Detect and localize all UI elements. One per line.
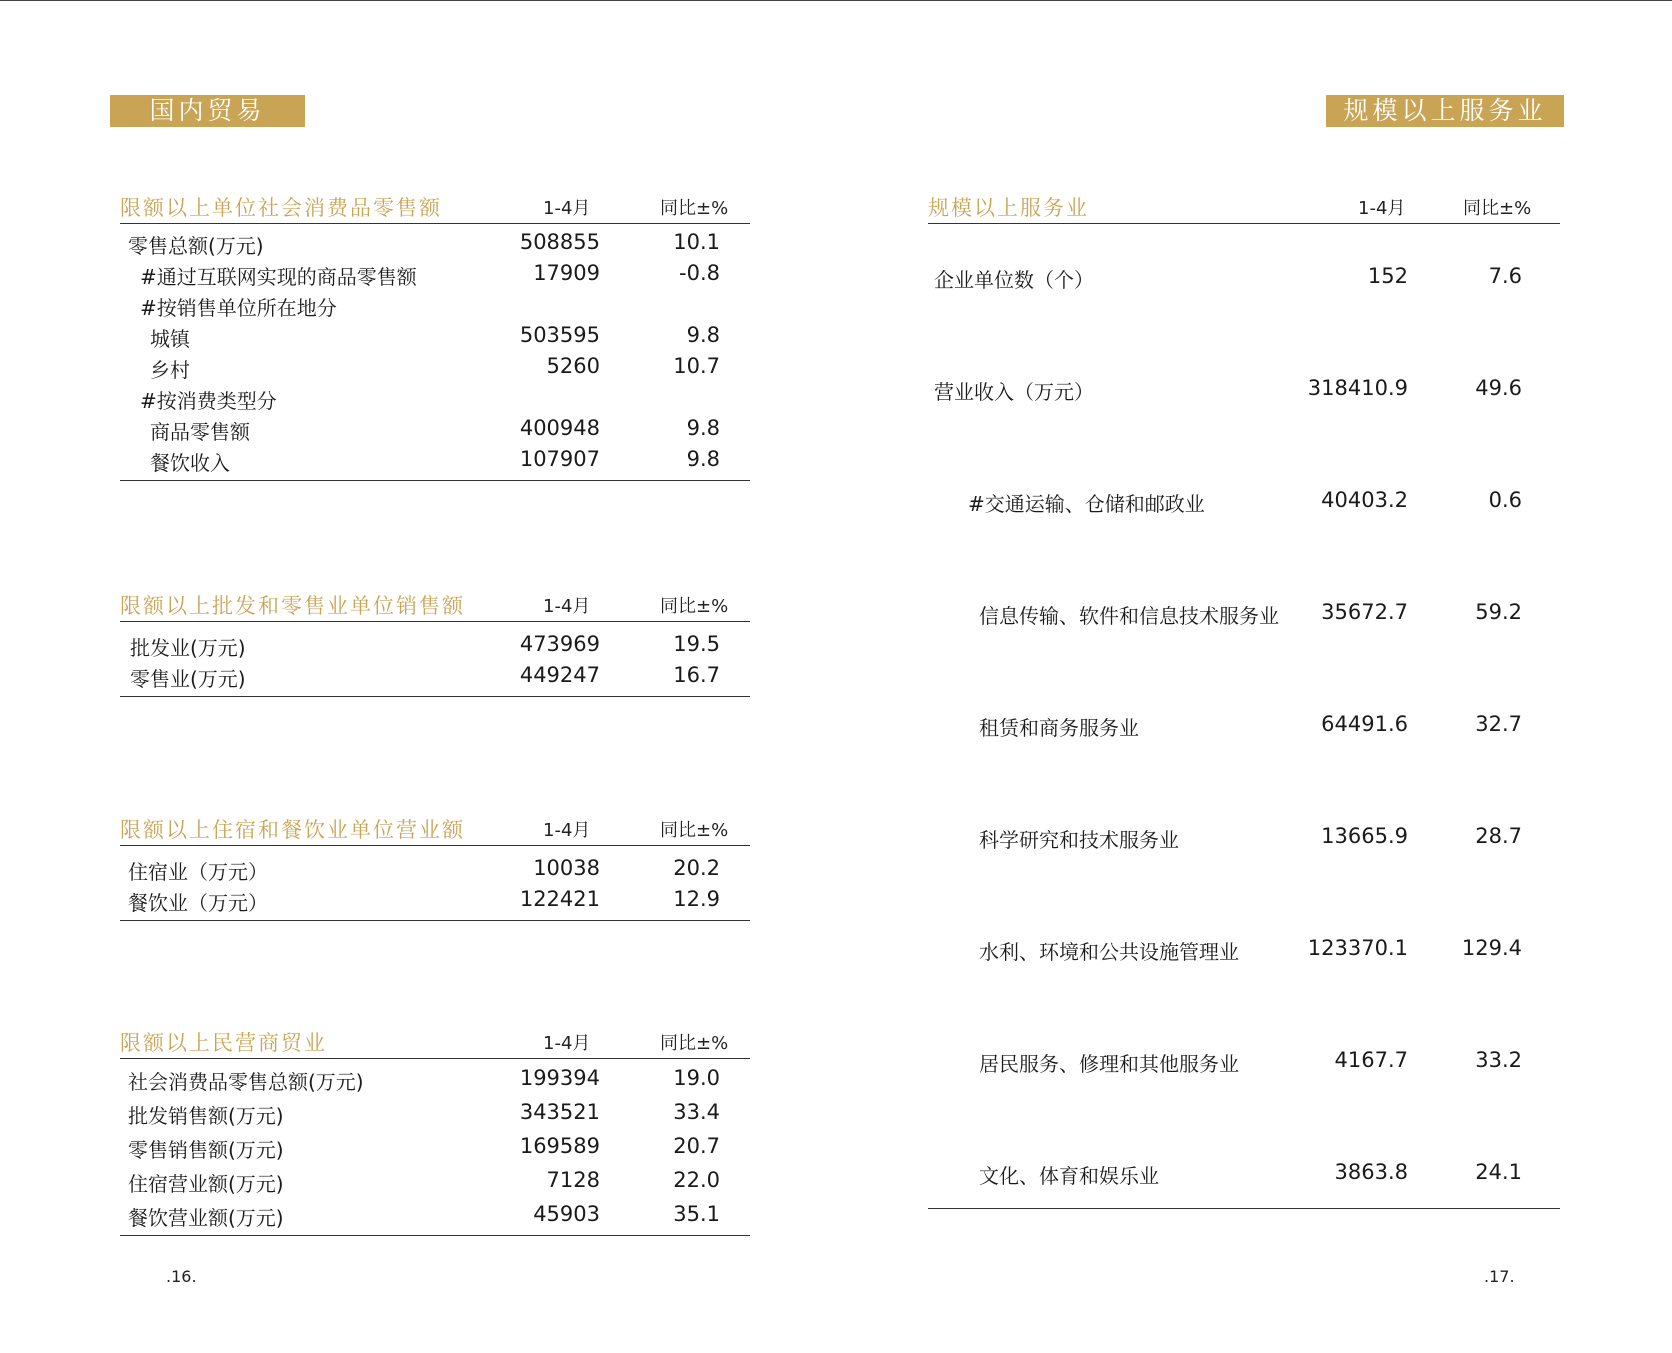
private-col-yoy: 同比±% [660, 1033, 729, 1054]
wholesale-table-header [120, 588, 750, 618]
table-row: #交通运输、仓储和邮政业 40403.2 0.6 [968, 488, 1522, 516]
lodging-table-title: 限额以上住宿和餐饮业单位营业额 [120, 818, 465, 842]
lodging-col-period: 1-4月 [543, 820, 591, 841]
page-number-left: .16. [166, 1267, 197, 1286]
table-row: 住宿业（万元） 10038 20.2 [128, 856, 720, 884]
retail-table-title: 限额以上单位社会消费品零售额 [120, 196, 442, 220]
table-row: 商品零售额 400948 9.8 [150, 416, 720, 444]
table-row: 信息传输、软件和信息技术服务业 35672.7 59.2 [979, 600, 1522, 628]
table-row: 租赁和商务服务业 64491.6 32.7 [979, 712, 1522, 740]
table-row: 居民服务、修理和其他服务业 4167.7 33.2 [979, 1048, 1522, 1076]
services-table-title: 规模以上服务业 [928, 196, 1089, 220]
services-table [928, 190, 1560, 1209]
private-trade-table [120, 1025, 750, 1236]
table-row: 零售销售额(万元) 169589 20.7 [128, 1134, 720, 1162]
right-section-header: 规模以上服务业 [1326, 95, 1564, 127]
services-table-bottom-rule [928, 1208, 1560, 1209]
lodging-table [120, 812, 750, 921]
table-row: 零售总额(万元) 508855 10.1 [128, 230, 720, 258]
table-row: 水利、环境和公共设施管理业 123370.1 129.4 [979, 936, 1522, 964]
retail-table-bottom-rule [120, 480, 750, 481]
table-row: #按销售单位所在地分 [140, 296, 337, 320]
page-number-right: .17. [1484, 1267, 1515, 1286]
table-row: 餐饮收入 107907 9.8 [150, 447, 720, 475]
table-row: #通过互联网实现的商品零售额 17909 -0.8 [140, 261, 720, 289]
table-row: 餐饮业（万元） 122421 12.9 [128, 887, 720, 915]
lodging-table-bottom-rule [120, 920, 750, 921]
table-row: 乡村 5260 10.7 [150, 354, 720, 382]
services-table-header [928, 190, 1560, 220]
table-row: 餐饮营业额(万元) 45903 35.1 [128, 1202, 720, 1230]
wholesale-col-yoy: 同比±% [660, 596, 729, 617]
services-col-yoy: 同比±% [1463, 198, 1532, 219]
retail-col-yoy: 同比±% [660, 198, 729, 219]
retail-table [120, 190, 750, 481]
table-row: 城镇 503595 9.8 [150, 323, 720, 351]
lodging-col-yoy: 同比±% [660, 820, 729, 841]
table-row: 企业单位数（个） 152 7.6 [934, 264, 1522, 292]
wholesale-col-period: 1-4月 [543, 596, 591, 617]
wholesale-table [120, 588, 750, 697]
private-table-bottom-rule [120, 1235, 750, 1236]
left-section-header: 国内贸易 [110, 95, 305, 127]
table-row: 批发业(万元) 473969 19.5 [130, 632, 720, 660]
table-row: 文化、体育和娱乐业 3863.8 24.1 [979, 1160, 1522, 1188]
private-table-header [120, 1025, 750, 1055]
table-row: 住宿营业额(万元) 7128 22.0 [128, 1168, 720, 1196]
table-row: 科学研究和技术服务业 13665.9 28.7 [979, 824, 1522, 852]
private-table-title: 限额以上民营商贸业 [120, 1031, 327, 1055]
retail-col-period: 1-4月 [543, 198, 591, 219]
retail-table-header [120, 190, 750, 220]
table-row: 社会消费品零售总额(万元) 199394 19.0 [128, 1066, 720, 1094]
table-row: #按消费类型分 [140, 389, 277, 413]
private-col-period: 1-4月 [543, 1033, 591, 1054]
wholesale-table-title: 限额以上批发和零售业单位销售额 [120, 594, 465, 618]
wholesale-table-bottom-rule [120, 696, 750, 697]
services-col-period: 1-4月 [1358, 198, 1406, 219]
lodging-table-header [120, 812, 750, 842]
table-row: 零售业(万元) 449247 16.7 [130, 663, 720, 691]
table-row: 批发销售额(万元) 343521 33.4 [128, 1100, 720, 1128]
table-row: 营业收入（万元） 318410.9 49.6 [934, 376, 1522, 404]
page-top-rule [0, 0, 1672, 1]
